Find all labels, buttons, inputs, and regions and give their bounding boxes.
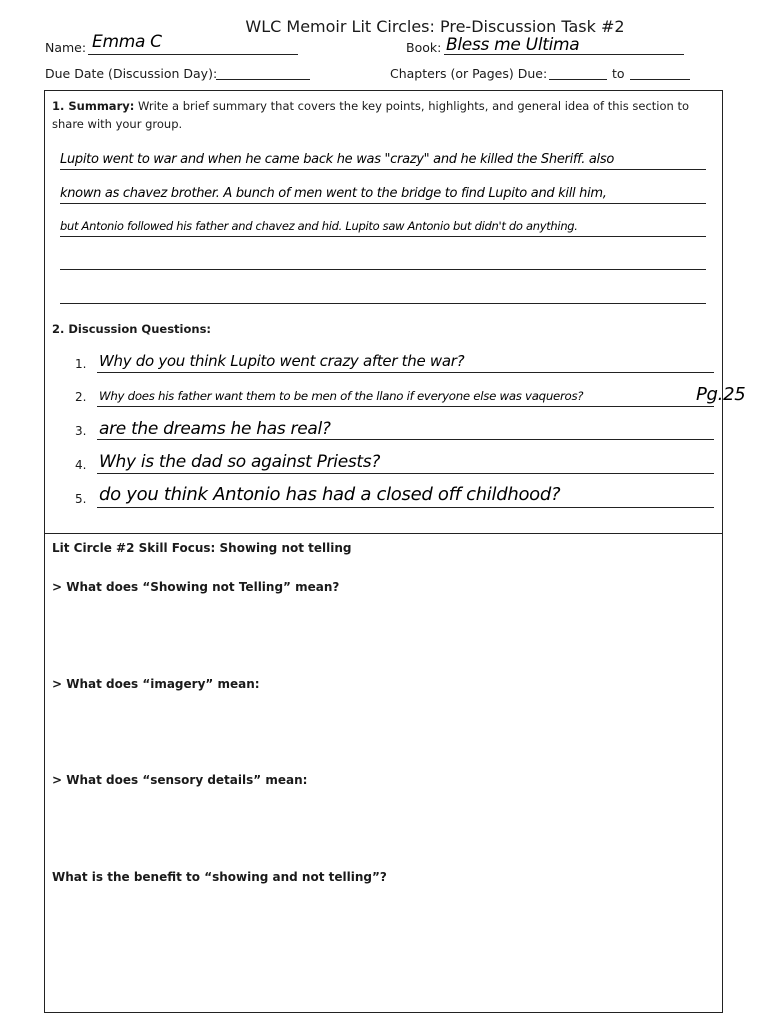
skill-focus-heading: Lit Circle #2 Skill Focus: Showing not telling [52, 541, 352, 555]
due-date-field[interactable] [216, 79, 310, 80]
summary-line[interactable] [60, 303, 706, 304]
question-number: 2. [75, 390, 87, 404]
summary-instructions: Write a brief summary that covers the key points, highlights, and general idea of this section to share with your group. [52, 99, 690, 131]
skill-question-sensory: > What does “sensory details” mean: [52, 773, 308, 787]
summary-text-line-2: known as chavez brother. A bunch of men went to the bridge to find Lupito and kill him, [60, 186, 607, 201]
question-line[interactable] [97, 439, 714, 440]
question-line[interactable] [97, 372, 714, 373]
question-text-2: Why does his father want them to be men of the llano if everyone else was vaqueros? [99, 389, 584, 403]
question-line[interactable] [97, 406, 714, 407]
chapters-label: Chapters (or Pages) Due: [390, 66, 548, 81]
due-date-label: Due Date (Discussion Day): [45, 66, 218, 81]
summary-heading: 1. Summary: [52, 99, 135, 113]
name-field[interactable] [88, 54, 298, 55]
question-number: 4. [75, 458, 87, 472]
question-number: 5. [75, 492, 87, 506]
question-number: 1. [75, 357, 87, 371]
summary-line[interactable] [60, 269, 706, 270]
book-value: Bless me Ultima [446, 35, 580, 55]
name-label: Name: [45, 40, 87, 55]
summary-text-line-3: but Antonio followed his father and chavez and hid. Lupito saw Antonio but didn't do anything. [60, 219, 578, 233]
question-page-note: Pg.25 [696, 384, 746, 405]
summary-line[interactable] [60, 169, 706, 170]
skill-question-showing: > What does “Showing not Telling” mean? [52, 580, 340, 594]
discussion-heading: 2. Discussion Questions: [52, 322, 212, 336]
skill-question-imagery: > What does “imagery” mean: [52, 677, 260, 691]
name-value: Emma C [92, 32, 162, 52]
question-number: 3. [75, 424, 87, 438]
question-text-4: Why is the dad so against Priests? [99, 452, 381, 472]
summary-line[interactable] [60, 203, 706, 204]
book-label: Book: [406, 40, 442, 55]
summary-text-line-1: Lupito went to war and when he came back he was "crazy" and he killed the Sheriff. also [60, 152, 614, 167]
question-line[interactable] [97, 473, 714, 474]
chapters-to-field[interactable] [630, 79, 690, 80]
question-text-5: do you think Antonio has had a closed off childhood? [99, 484, 561, 505]
summary-line[interactable] [60, 236, 706, 237]
chapters-to-label: to [612, 66, 625, 81]
question-text-3: are the dreams he has real? [99, 419, 331, 439]
page-title: WLC Memoir Lit Circles: Pre-Discussion Task #2 [245, 17, 625, 36]
chapters-from-field[interactable] [549, 79, 607, 80]
question-text-1: Why do you think Lupito went crazy after the war? [99, 352, 465, 370]
question-line[interactable] [97, 507, 714, 508]
summary-instructions-block [52, 97, 714, 133]
skill-question-benefit: What is the benefit to “showing and not telling”? [52, 870, 387, 884]
